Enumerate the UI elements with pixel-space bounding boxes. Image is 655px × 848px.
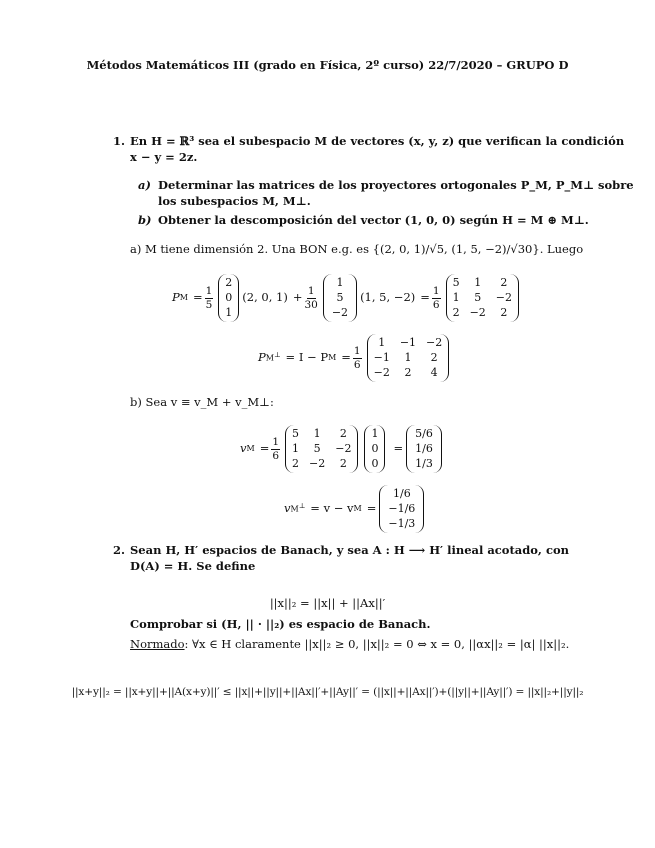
row-vector-15m2: (1, 5, −2) [360,290,416,305]
matrix-pm-repeat: 5 1 2 1 5 −2 2 −2 2 [285,425,358,474]
column-vector-15m2: 1 5 −2 [323,274,357,323]
pmperp-equation: P M⊥ = I − P M = $\frac{1}{6}$ 1 −1 −2 −1 1 2 −2 2 4 [258,334,452,382]
vm-equation: v M = $\frac{1}{6}$ 5 1 2 1 5 −2 2 −2 2 1 0 0 = 5/6 1/6 1/3 [240,425,445,473]
pm-label: P [172,290,180,305]
vm-subscript: M [246,443,255,453]
part-a-line2: los subespacios M, M⊥. [158,194,311,208]
vm-label: v [240,441,247,456]
problem-2-number: 2. [113,543,126,557]
pmperp-label: P [258,350,266,365]
part-b-text: Obtener la descomposición del vector (1, 0, 0) según H = M ⊕ M⊥. [158,213,589,227]
pmperp-expression: = I − P [285,350,329,365]
fraction-1-5: $\frac{1}{5}$ [205,285,213,311]
vmperp-expr-subscript: M [353,503,362,513]
problem-2-question: Comprobar si (H, || · ||₂) es espacio de Banach. [130,617,431,631]
row-vector-201: (2, 0, 1) [242,290,288,305]
column-vector-vm: 5/6 1/6 1/3 [406,425,442,474]
normado-text: : ∀x ∈ H claramente ||x||₂ ≥ 0, ||x||₂ = 0 ⇔ x = 0, ||αx||₂ = |α| ||x||₂. [184,637,570,651]
fraction-1-6-c: $\frac{1}{6}$ [272,436,280,462]
fraction-1-6: $\frac{1}{6}$ [432,285,440,311]
matrix-pm: 5 1 2 1 5 −2 2 −2 2 [446,274,519,323]
problem-2-statement-line2: D(A) = H. Se define [130,559,256,573]
solution-a-intro: a) M tiene dimensión 2. Una BON e.g. es {(2, 0, 1)/√5, (1, 5, −2)/√30}. Luego [130,242,584,256]
matrix-pmperp: 1 −1 −2 −1 1 2 −2 2 4 [367,334,450,383]
vmperp-subscript: M⊥ [290,502,306,514]
normado-line [130,637,569,653]
pm-subscript: M [179,292,188,302]
part-a-line1: Determinar las matrices de los proyectores ortogonales P_M, P_M⊥ sobre [158,178,634,192]
triangle-inequality-line: ||x+y||₂ = ||x+y||+||A(x+y)||′ ≤ ||x||+||y||+||Ax||′+||Ay||′ = (||x||+||Ax||′)+(||y||+||Ay||′) = ||x||₂+||y||₂ [71,686,584,698]
vmperp-equation: v M⊥ = v − v M = 1/6 −1/6 −1/3 [284,485,427,533]
problem-2-statement-line1: Sean H, H′ espacios de Banach, y sea A : H ⟶ H′ lineal acotado, con [130,543,569,557]
pmperp-subscript: M⊥ [265,351,281,363]
fraction-1-6-b: $\frac{1}{6}$ [353,345,361,371]
part-a-label: a) [138,178,151,192]
pm-equation: P M = $\frac{1}{5}$ 2 0 1 (2, 0, 1) + $\frac{1}{30}$ 1 5 −2 (1, 5, −2) = $\frac{1}{6}$ 5 1 2 1 5 −2 2 −2 2 [172,274,522,322]
solution-b-intro: b) Sea v ≡ v_M + v_M⊥: [130,395,274,409]
column-vector-201: 2 0 1 [218,274,239,323]
column-vector-vmperp: 1/6 −1/6 −1/3 [379,485,424,534]
part-b-label: b) [138,213,152,227]
norm-definition: ||x||₂ = ||x|| + ||Ax||′ [269,596,386,610]
fraction-1-30: $\frac{1}{30}$ [304,285,318,311]
normado-label: Normado [130,637,185,651]
page-title: Métodos Matemáticos III (grado en Física, 2º curso) 22/7/2020 – GRUPO D [86,58,569,72]
column-vector-100: 1 0 0 [364,425,385,474]
problem-1-statement-line1: En H = ℝ³ sea el subespacio M de vectores (x, y, z) que verifican la condición [130,134,625,148]
problem-1-statement-line2: x − y = 2z. [130,150,198,164]
vmperp-label: v [284,501,291,516]
vmperp-expression: = v − v [310,501,354,516]
problem-1-number: 1. [113,134,126,148]
pmperp-expr-subscript: M [328,352,337,362]
